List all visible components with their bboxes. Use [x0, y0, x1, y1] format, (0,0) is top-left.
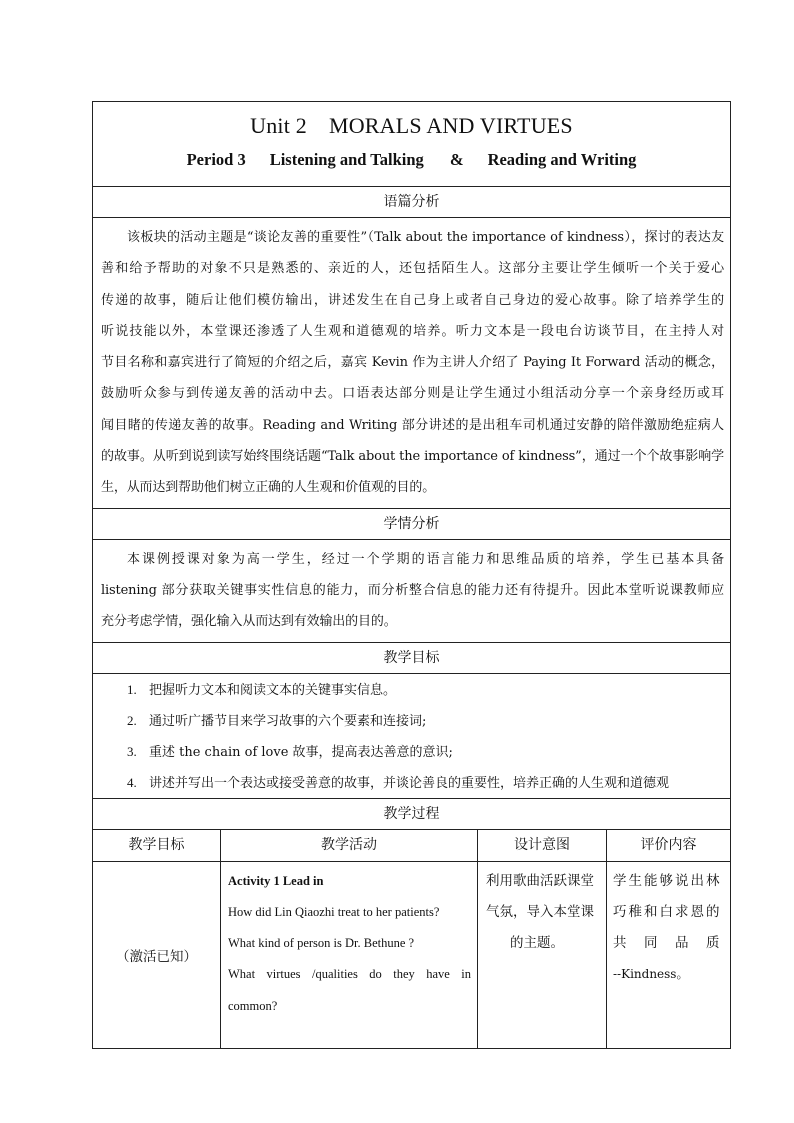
design-line: 气氛，导入本堂课 [486, 903, 594, 920]
column-header-goal: 教学目标 [93, 829, 221, 861]
text-analysis-line: 善和给予帮助的对象不只是熟悉的、亲近的人，还包括陌生人。这部分主要让学生倾听一个关于爱心 [101, 261, 725, 277]
text-analysis-line: 生，从而达到帮助他们树立正确的人生观和价值观的目的。 [101, 480, 436, 496]
text-analysis-line: 闻目睹的传递友善的故事。Reading and Writing 部分讲述的是出租车司机通过安静的陪伴激励绝症病人 [101, 417, 725, 433]
process-design-cell [478, 861, 607, 1048]
teaching-goal-item [93, 767, 730, 798]
activity-line: common? [228, 998, 278, 1013]
unit-name: MORALS AND VIRTUES [328, 113, 573, 138]
text-analysis-line: 该板块的活动主题是“谈论友善的重要性”（Talk about the importance of kindness），探讨的表达友 [127, 230, 725, 245]
evaluation-line: 共 同 品 质 [613, 935, 722, 952]
teaching-goal-item [93, 674, 730, 705]
teaching-goal-item [93, 705, 730, 736]
goal-number: 2. [127, 712, 137, 728]
evaluation-line: 学生能够说出林 [613, 872, 722, 889]
text-analysis-line: 的故事。从听到说到读写始终围绕话题“Talk about the importance of kindness”，通过一个个故事影响学 [101, 449, 725, 465]
text-analysis-body [93, 218, 731, 509]
column-header-evaluation: 评价内容 [607, 829, 731, 861]
activity-title: Activity 1 Lead in [228, 873, 324, 888]
section-heading-learner-analysis: 学情分析 [93, 508, 731, 539]
evaluation-line: 巧稚和白求恩的 [613, 903, 722, 920]
goal-number: 4. [127, 774, 137, 790]
activity-line: How did Lin Qiaozhi treat to her patients? [228, 904, 440, 919]
goal-text: 通过听广播节目来学习故事的六个要素和连接词; [149, 713, 427, 729]
learner-analysis-body [93, 539, 731, 642]
teaching-goals-list [93, 673, 731, 798]
activity-line: What kind of person is Dr. Bethune ? [228, 936, 415, 951]
design-line: 利用歌曲活跃课堂 [486, 872, 594, 889]
text-analysis-line: 节目名称和嘉宾进行了简短的介绍之后，嘉宾 Kevin 作为主讲人介绍了 Paying It Forward 活动的概念， [101, 355, 725, 371]
section-heading-teaching-process: 教学过程 [93, 798, 731, 829]
unit-title: Unit 2 MORALS AND VIRTUES [250, 113, 573, 138]
goal-number: 1. [127, 681, 137, 697]
lesson-plan-table [92, 101, 731, 1049]
title-block [93, 102, 731, 187]
process-evaluation-cell [607, 861, 731, 1048]
text-analysis-line: 传递的故事，随后让他们模仿输出，讲述发生在自己身上或者自己身边的爱心故事。除了培养学生的 [101, 292, 725, 308]
learner-analysis-line: listening 部分获取关键事实性信息的能力，而分析整合信息的能力还有待提升。因此本堂听说课教师应 [101, 582, 725, 598]
activity-line: What virtues /qualities do they have in [228, 967, 471, 982]
column-header-design: 设计意图 [478, 829, 607, 861]
section-heading-teaching-goals: 教学目标 [93, 642, 731, 673]
text-analysis-line: 听说技能以外，本堂课还渗透了人生观和道德观的培养。听力文本是一段电台访谈节目，在主持人对 [101, 323, 725, 339]
section-heading-text-analysis: 语篇分析 [93, 187, 731, 218]
design-line: 的主题。 [510, 935, 564, 952]
text-analysis-line: 鼓励听众参与到传递友善的活动中去。口语表达部分则是让学生通过小组活动分享一个亲身经历或耳 [101, 386, 725, 402]
teaching-goal-item [93, 736, 730, 767]
learner-analysis-line: 充分考虑学情，强化输入从而达到有效输出的目的。 [101, 614, 397, 630]
process-goal-cell: （激活已知） [93, 861, 221, 1048]
column-header-activity: 教学活动 [221, 829, 478, 861]
goal-text: 讲述并写出一个表达或接受善意的故事，并谈论善良的重要性，培养正确的人生观和道德观 [149, 775, 670, 791]
goal-text: 重述 the chain of love 故事，提高表达善意的意识; [149, 744, 453, 760]
goal-number: 3. [127, 743, 137, 759]
learner-analysis-line: 本课例授课对象为高一学生，经过一个学期的语言能力和思维品质的培养，学生已基本具备 [127, 551, 725, 567]
process-activity-cell [221, 861, 478, 1048]
evaluation-line: --Kindness。 [613, 967, 689, 982]
period-title: Period 3 Listening and Talking & Reading and Writing [186, 150, 637, 169]
goal-text: 把握听力文本和阅读文本的关键事实信息。 [149, 682, 397, 698]
